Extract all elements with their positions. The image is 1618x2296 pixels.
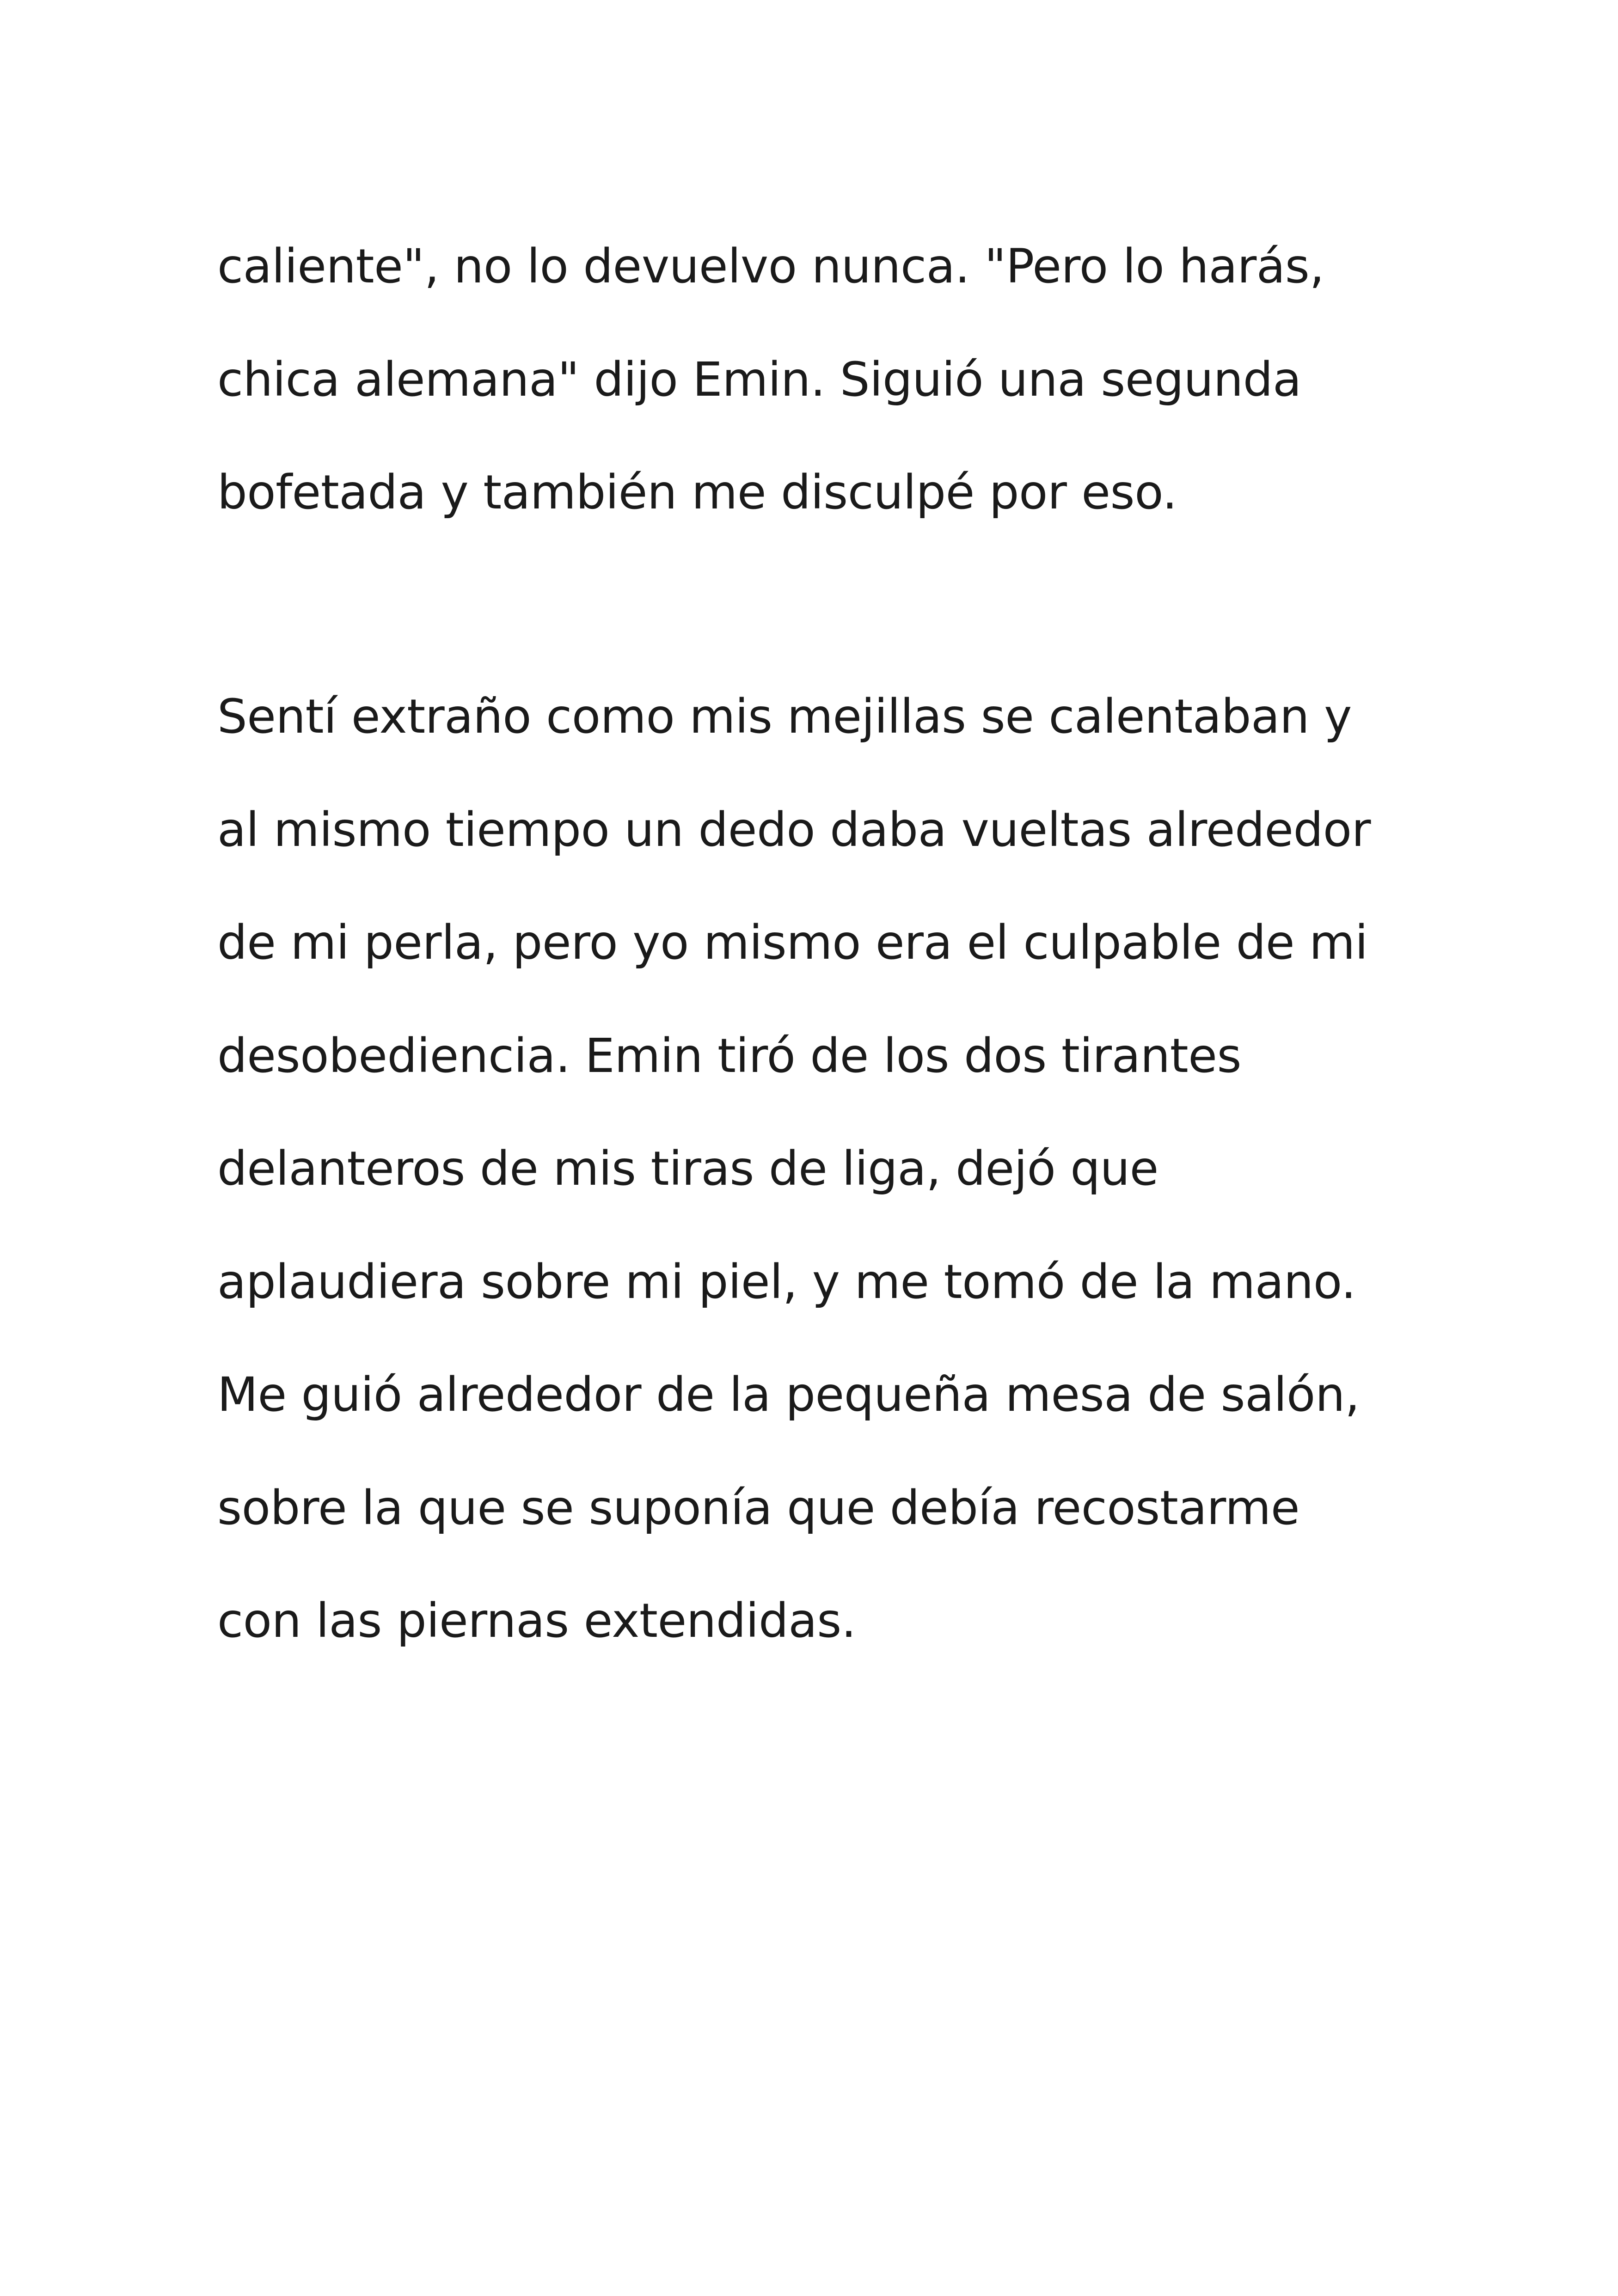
text-line: desobediencia. Emin tiró de los dos tirantes [217, 1028, 1242, 1084]
text-line: aplaudiera sobre mi piel, y me tomó de la mano. [217, 1254, 1356, 1310]
text-line: sobre la que se suponía que debía recostarme [217, 1480, 1300, 1536]
text-line: Me guió alrededor de la pequeña mesa de salón, [217, 1367, 1360, 1422]
paragraph-1 [217, 210, 1465, 550]
text-line: al mismo tiempo un dedo daba vueltas alrededor [217, 802, 1371, 857]
text-line: delanteros de mis tiras de liga, dejó que [217, 1141, 1158, 1196]
text-line: chica alemana" dijo Emin. Siguió una segunda [217, 352, 1301, 407]
paragraph-2 [217, 661, 1465, 1678]
text-line: Sentí extraño como mis mejillas se calentaban y [217, 689, 1352, 744]
text-line: con las piernas extendidas. [217, 1593, 856, 1648]
text-line: de mi perla, pero yo mismo era el culpable de mi [217, 915, 1368, 970]
text-line: bofetada y también me disculpé por eso. [217, 465, 1177, 520]
text-line: caliente", no lo devuelvo nunca. "Pero lo harás, [217, 239, 1324, 294]
